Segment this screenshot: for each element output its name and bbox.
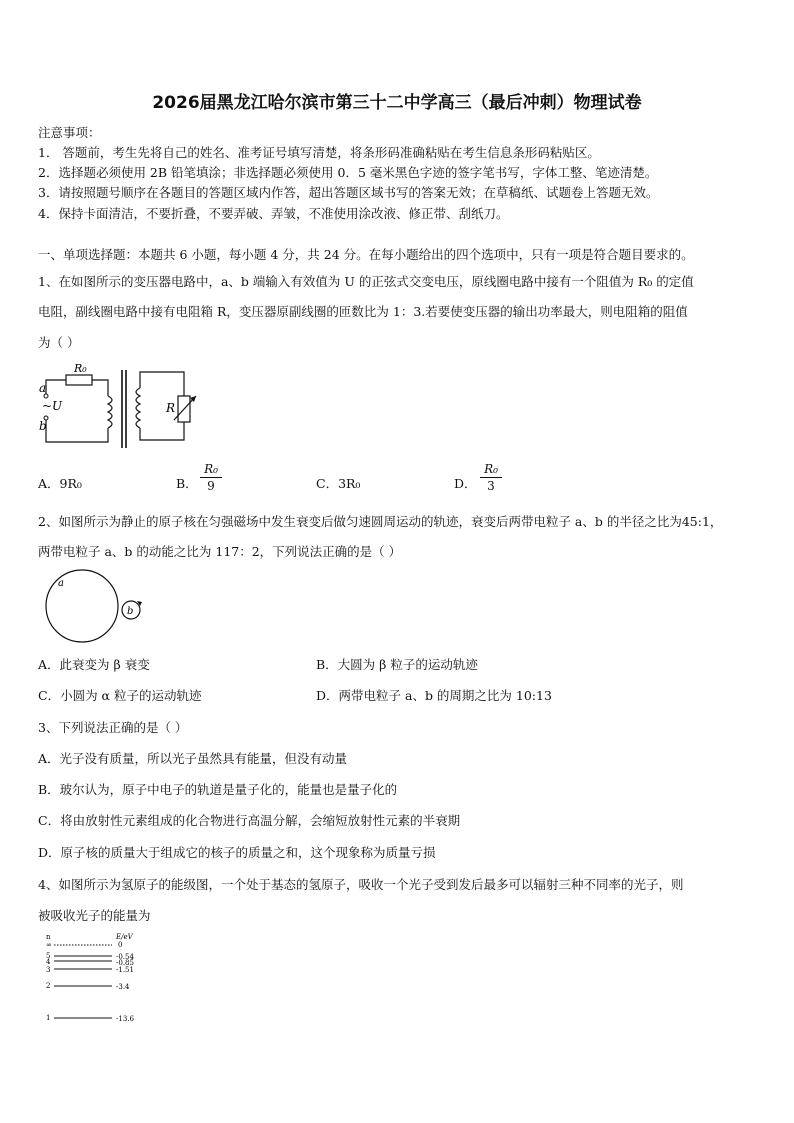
- level-e: -3.4: [116, 983, 130, 991]
- voltage-label: ~U: [42, 399, 63, 413]
- q4-stem-line: 4、如图所示为氢原子的能级图，一个处于基态的氢原子，吸收一个光子受到发后最多可以辐射三种不同率的光子，则: [38, 877, 684, 892]
- energy-header: E/eV: [116, 933, 133, 941]
- terminal-a-label: a: [39, 381, 47, 395]
- n-header: n: [46, 933, 51, 941]
- level-n: 4: [46, 958, 51, 966]
- fraction-numerator: R₀: [200, 462, 222, 478]
- notice-item: 2．选择题必须使用 2B 铅笔填涂；非选择题必须使用 0．5 毫米黑色字迹的签字笔书写，字体工整、笔迹清楚。: [38, 165, 658, 180]
- q3-option-d[interactable]: D．原子核的质量大于组成它的核子的质量之和，这个现象称为质量亏损: [38, 845, 436, 860]
- q2-stem-line: 两带电粒子 a、b 的动能之比为 117：2，下列说法正确的是（ ）: [38, 544, 402, 559]
- level-n: 3: [46, 966, 51, 974]
- q2-stem-line: 2、如图所示为静止的原子核在匀强磁场中发生衰变后做匀速圆周运动的轨迹，衰变后两带电粒子 a、b 的半径之比为45:1，: [38, 514, 723, 529]
- q1-option-d[interactable]: D．: [454, 476, 477, 491]
- q2-option-d[interactable]: D．两带电粒子 a、b 的周期之比为 10:13: [316, 688, 552, 703]
- level-n: 5: [46, 952, 51, 960]
- terminal-b-label: b: [39, 419, 47, 433]
- fraction-denominator: 3: [487, 479, 495, 493]
- notice-item: 3．请按照题号顺序在各题目的答题区域内作答，超出答题区域书写的答案无效；在草稿纸、试题卷上答题无效。: [38, 185, 659, 200]
- q2-option-b[interactable]: B．大圆为 β 粒子的运动轨迹: [316, 657, 478, 672]
- q1-stem-line: 为（ ）: [38, 335, 80, 350]
- transformer-circuit-figure: [36, 360, 216, 452]
- level-n: ∞: [46, 941, 52, 949]
- page-title: 2026届黑龙江哈尔滨市第三十二中学高三（最后冲刺）物理试卷: [152, 93, 642, 113]
- section-heading: 一、单项选择题：本题共 6 小题，每小题 4 分，共 24 分。在每小题给出的四个选项中，只有一项是符合题目要求的。: [38, 247, 694, 262]
- q1-option-b[interactable]: B．: [176, 476, 198, 491]
- level-e: -13.6: [116, 1015, 134, 1023]
- notice-item: 1． 答题前，考生先将自己的姓名、准考证号填写清楚，将条形码准确粘贴在考生信息条形码粘贴区。: [38, 145, 600, 160]
- q3-option-a[interactable]: A．光子没有质量，所以光子虽然具有能量，但没有动量: [38, 751, 348, 766]
- level-e: -0.85: [116, 959, 134, 967]
- q2-option-a[interactable]: A．此衰变为 β 衰变: [38, 657, 150, 672]
- level-n: 1: [46, 1014, 51, 1022]
- q1-option-b-fraction: [200, 462, 222, 493]
- q1-stem-line: 电阻，副线圈电路中接有电阻箱 R，变压器原副线圈的匝数比为 1：3.若要使变压器的输出功率最大，则电阻箱的阻值: [38, 304, 688, 319]
- orbit-b-label: b: [127, 606, 134, 617]
- q3-option-b[interactable]: B．玻尔认为，原子中电子的轨道是量子化的，能量也是量子化的: [38, 782, 398, 797]
- decay-orbits-figure: [40, 568, 150, 646]
- q1-stem-line: 1、在如图所示的变压器电路中，a、b 端输入有效值为 U 的正弦式交变电压，原线圈电路中接有一个阻值为 R₀ 的定值: [38, 274, 694, 289]
- orbit-a-label: a: [58, 578, 64, 589]
- fraction-denominator: 9: [207, 479, 215, 493]
- q3-stem: 3、下列说法正确的是（ ）: [38, 720, 188, 735]
- q1-option-d-fraction: [480, 462, 502, 493]
- r0-label: R₀: [74, 362, 87, 375]
- q2-option-c[interactable]: C．小圆为 α 粒子的运动轨迹: [38, 688, 202, 703]
- notice-item: 4．保持卡面清洁，不要折叠，不要弄破、弄皱，不准使用涂改液、修正带、刮纸刀。: [38, 206, 509, 221]
- q3-option-c[interactable]: C．将由放射性元素组成的化合物进行高温分解，会缩短放射性元素的半衰期: [38, 813, 461, 828]
- energy-level-diagram: [40, 930, 160, 1030]
- level-n: 2: [46, 982, 51, 990]
- q1-option-a[interactable]: A．9R₀: [38, 476, 82, 491]
- level-e: -1.51: [116, 966, 134, 974]
- r-label: R: [166, 401, 176, 415]
- fraction-numerator: R₀: [480, 462, 502, 478]
- q1-option-c[interactable]: C．3R₀: [316, 476, 361, 491]
- level-e: -0.54: [116, 953, 134, 961]
- notice-heading: 注意事项：: [38, 125, 101, 140]
- level-e: 0: [118, 941, 123, 949]
- q4-stem-line: 被吸收光子的能量为: [38, 908, 151, 923]
